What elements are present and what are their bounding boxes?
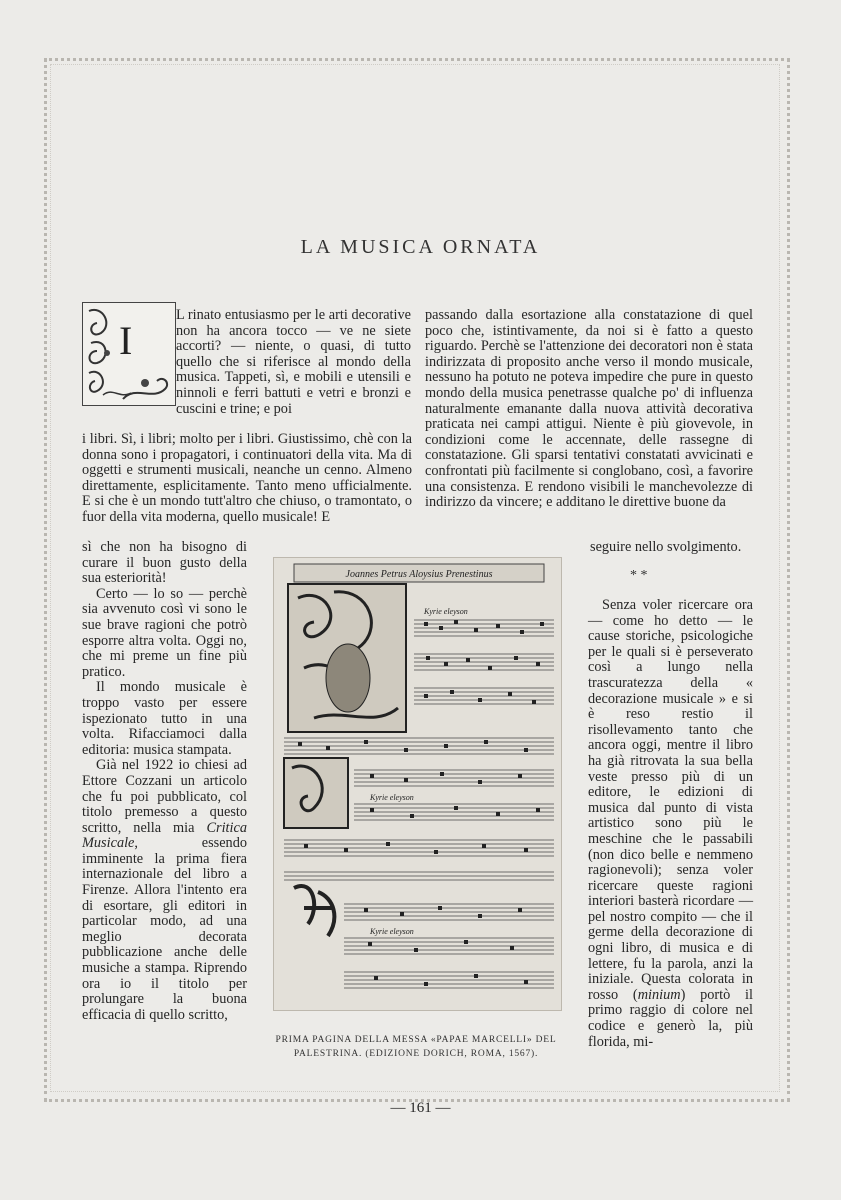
staff-9	[344, 904, 554, 920]
paragraph: Senza voler ricercare ora — come ho detto — le cause storiche, psicologiche per le quali si è perseverato così a lungo nella trascuratezza della « decorazione musicale » e si è reso restio il risollevamento tanto che ancora oggi, mentre il libro ha già ritrovata la sua bella veste presso più di un editore, le edizioni di musica dal punto di vista artistico sono più le meschine che le passabili (non dico belle e nemmeno ragionevoli); senza voler ricercare queste ragioni interiori basterà ricordare — pel nostro compito — che il germe della decorazione di ogni libro, di musica e di lettere, fu la parola, anzi la iniziale. Questa colorata in rosso (minium) portò il primo raggio di colore nel codice e generò la, più florida, mi-	[588, 597, 753, 1050]
page-number: — 161 —	[390, 1100, 451, 1116]
decorated-initial-k2	[294, 886, 334, 936]
kyrie-label: Kyrie eleyson	[370, 927, 414, 936]
music-score-figure	[273, 557, 562, 1011]
column2-continuation-text: seguire nello svolgimento.	[590, 539, 742, 555]
staff-4	[284, 738, 554, 754]
column1-wide-text: i libri. Sì, i libri; molto per i libri. Giustissimo, chè con la donna sono i propagatori, i continuatori della vita. Ma di oggetti e strumenti musicali, neanche un cenno. Almeno direttamente, esplicitamente. Tanto meno ufficialmente. E si che è un mondo tutt'altro che chiuso, o tramontato, o fuor della vita moderna, quello musicale! E	[82, 431, 412, 525]
staff-5	[354, 770, 554, 786]
paragraph: Certo — lo so — perchè sia avvenuto così vi sono le sue brave ragioni che potrò esporre altra volta. Oggi no, che mi preme un fine più pratico.	[82, 585, 247, 680]
section-separator: * *	[630, 568, 648, 583]
kyrie-label: Kyrie eleyson	[424, 607, 468, 616]
italic-word: minium	[637, 986, 681, 1003]
column2-top-text: passando dalla esortazione alla constatazione di quel poco che, istintivamente, da noi si è fatto a questo riguardo. Perchè se l'attenzione dei decoratori non è stata indirizzata di proposito anche verso il mondo musicale, nessuno ha potuto ne poteva impedire che pure in questo mondo della musica penetrasse qualche po' di influenza naturalmente emanante dalla nuova attività decorativa praticata nei campi attigui. Niente è più giovevole, in condizioni come le accennate, delle rassegne di constatazione. Gli sparsi tentativi constatati avvicinati e confrontati più facilmente si conglobano, così, a favorire una consistenza. E rendono visibili le manchevolezze di indirizzo da vincere; e additano le direttive buone da	[425, 307, 753, 511]
kyrie-label: Kyrie eleyson	[370, 793, 414, 802]
score-illustration	[274, 558, 561, 1010]
paragraph: Il mondo musicale è troppo vasto per essere ispezionato tutto in una volta. Rifacciamoci dalla editoria: musica stampata.	[82, 679, 247, 758]
staff-10	[344, 938, 554, 954]
column2-lower-text	[588, 598, 753, 1050]
ornamental-initial	[82, 302, 176, 406]
initial-letter: I	[119, 318, 133, 363]
paragraph: Già nel 1922 io chiesi ad Ettore Cozzani un articolo che fu poi pubblicato, col titolo premesso a questo scritto, nella mia Critica Musicale, essendo imminente la prima fiera internazionale del libro a Firenze. Allora l'intento era di esortare, gli editori in particolar modo, ad una meglio decorata pubblicazione anche delle musiche a stampa. Riprendo ora io il titolo per prolungare la buona efficacia di quello scritto,	[82, 757, 247, 1023]
staff-2	[414, 654, 554, 670]
score-header: Joannes Petrus Aloysius Prenestinus	[345, 569, 493, 580]
staff-1	[414, 620, 554, 636]
figure-caption: PRIMA PAGINA DELLA MESSA «PAPAE MARCELLI» DEL PALESTRINA. (EDIZIONE DORICH, ROMA, 1567).	[275, 1035, 557, 1059]
paragraph: sì che non ha bisogno di curare il buon gusto della sua esteriorità!	[82, 539, 247, 587]
staff-8	[284, 872, 554, 880]
staff-7	[284, 840, 554, 856]
column1-top-text: L rinato entusiasmo per le arti decorative non ha ancora tocco — ve ne siete accorti? — niente, o quasi, di tutto quello che si riferisce al mondo della musica. Tappeti, sì, e mobili e utensili e ninnoli e ferri battuti e vetri e bronzi e cuscini e trine; e poi	[176, 307, 411, 417]
column1-narrow-text	[82, 540, 247, 1023]
italic-title: Critica Musicale	[82, 819, 247, 852]
article-title: LA MUSICA ORNATA	[300, 236, 541, 258]
